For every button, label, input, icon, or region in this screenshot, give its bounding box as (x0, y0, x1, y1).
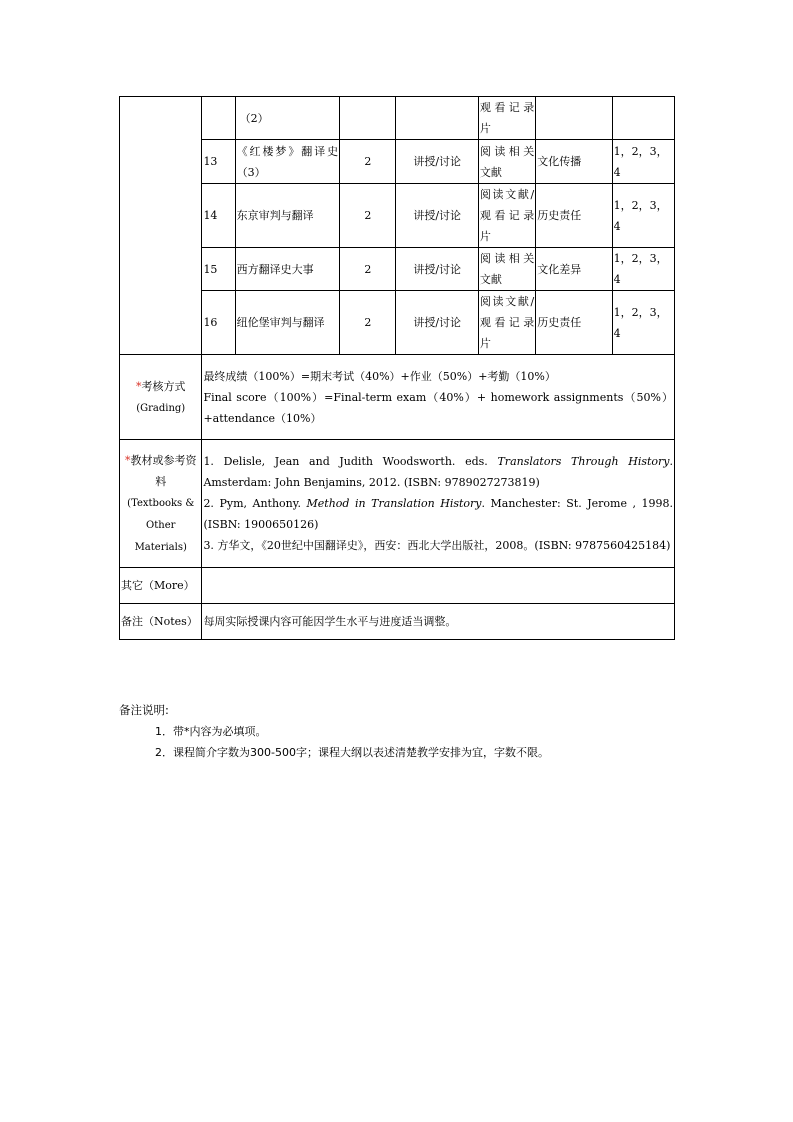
grading-row (120, 355, 675, 440)
table-row (120, 184, 675, 248)
other-row (120, 568, 675, 604)
session-task: 阅读文献/观看记录片 (478, 291, 535, 355)
grading-line-cn: 最终成绩（100%）=期末考试（40%）+作业（50%）+考勤（10%） (203, 369, 556, 383)
footnote-item: 1．带*内容为必填项。 (155, 725, 267, 738)
footnotes-title: 备注说明: (119, 703, 169, 717)
table-row (120, 291, 675, 355)
session-outcome (612, 97, 674, 140)
session-method: 讲授/讨论 (396, 140, 478, 184)
session-hours: 2 (340, 184, 396, 248)
session-hours: 2 (340, 291, 396, 355)
footnote-item: 2．课程简介字数为300-500字；课程大纲以表述清楚教学安排为宜，字数不限。 (155, 746, 549, 759)
materials-label: *教材或参考资料 (Textbooks & Other Materials) (120, 440, 202, 568)
session-task: 观看记录片 (478, 97, 535, 140)
session-objective: 文化传播 (536, 140, 612, 184)
reference-item: 1. Delisle, Jean and Judith Woodsworth. eds. Translators Through History. Amsterdam: John Benjamins, 2012. (ISBN: 9789027273819) (203, 455, 674, 489)
table-row (120, 140, 675, 184)
session-objective: 文化差异 (536, 248, 612, 291)
session-outcome: 1，2，3，4 (612, 184, 674, 248)
session-number: 14 (202, 184, 235, 248)
session-task: 阅读相关文献 (478, 140, 535, 184)
session-number: 13 (202, 140, 235, 184)
session-method: 讲授/讨论 (396, 248, 478, 291)
session-hours: 2 (340, 140, 396, 184)
grading-label: *考核方式 (Grading) (120, 355, 202, 440)
schedule-label-cell (120, 97, 202, 355)
session-method (396, 97, 478, 140)
other-content (202, 568, 675, 604)
session-outcome: 1，2，3，4 (612, 291, 674, 355)
grading-line-en: Final score（100%）=Final-term exam（40%）+ homework assignments（50%）+attendance（10%） (203, 390, 673, 425)
session-task: 阅读相关文献 (478, 248, 535, 291)
table-row (120, 248, 675, 291)
required-marker: * (124, 453, 131, 467)
session-topic: （2） (235, 97, 340, 140)
other-label: 其它（More） (120, 568, 202, 604)
session-number: 15 (202, 248, 235, 291)
session-topic: 《红楼梦》翻译史（3） (235, 140, 340, 184)
required-marker: * (135, 379, 142, 393)
remarks-label: 备注（Notes） (120, 604, 202, 640)
session-objective: 历史责任 (536, 184, 612, 248)
session-topic: 西方翻译史大事 (235, 248, 340, 291)
session-objective (536, 97, 612, 140)
session-task: 阅读文献/观看记录片 (478, 184, 535, 248)
session-method: 讲授/讨论 (396, 184, 478, 248)
footnotes (119, 700, 549, 763)
session-method: 讲授/讨论 (396, 291, 478, 355)
session-number (202, 97, 235, 140)
remarks-row (120, 604, 675, 640)
materials-row (120, 440, 675, 568)
session-hours: 2 (340, 248, 396, 291)
reference-item: 2. Pym, Anthony. Method in Translation History. Manchester: St. Jerome , 1998. (ISBN: 1900650126) (203, 497, 673, 531)
session-outcome: 1，2，3，4 (612, 140, 674, 184)
table-row (120, 97, 675, 140)
materials-content (202, 440, 675, 568)
course-table (119, 96, 675, 640)
session-topic: 东京审判与翻译 (235, 184, 340, 248)
session-outcome: 1，2，3，4 (612, 248, 674, 291)
session-objective: 历史责任 (536, 291, 612, 355)
reference-item: 3. 方华文，《20世纪中国翻译史》，西安：西北大学出版社，2008。(ISBN: 9787560425184) (203, 539, 671, 552)
session-hours (340, 97, 396, 140)
session-topic: 纽伦堡审判与翻译 (235, 291, 340, 355)
session-number: 16 (202, 291, 235, 355)
remarks-content: 每周实际授课内容可能因学生水平与进度适当调整。 (202, 604, 675, 640)
grading-content (202, 355, 675, 440)
